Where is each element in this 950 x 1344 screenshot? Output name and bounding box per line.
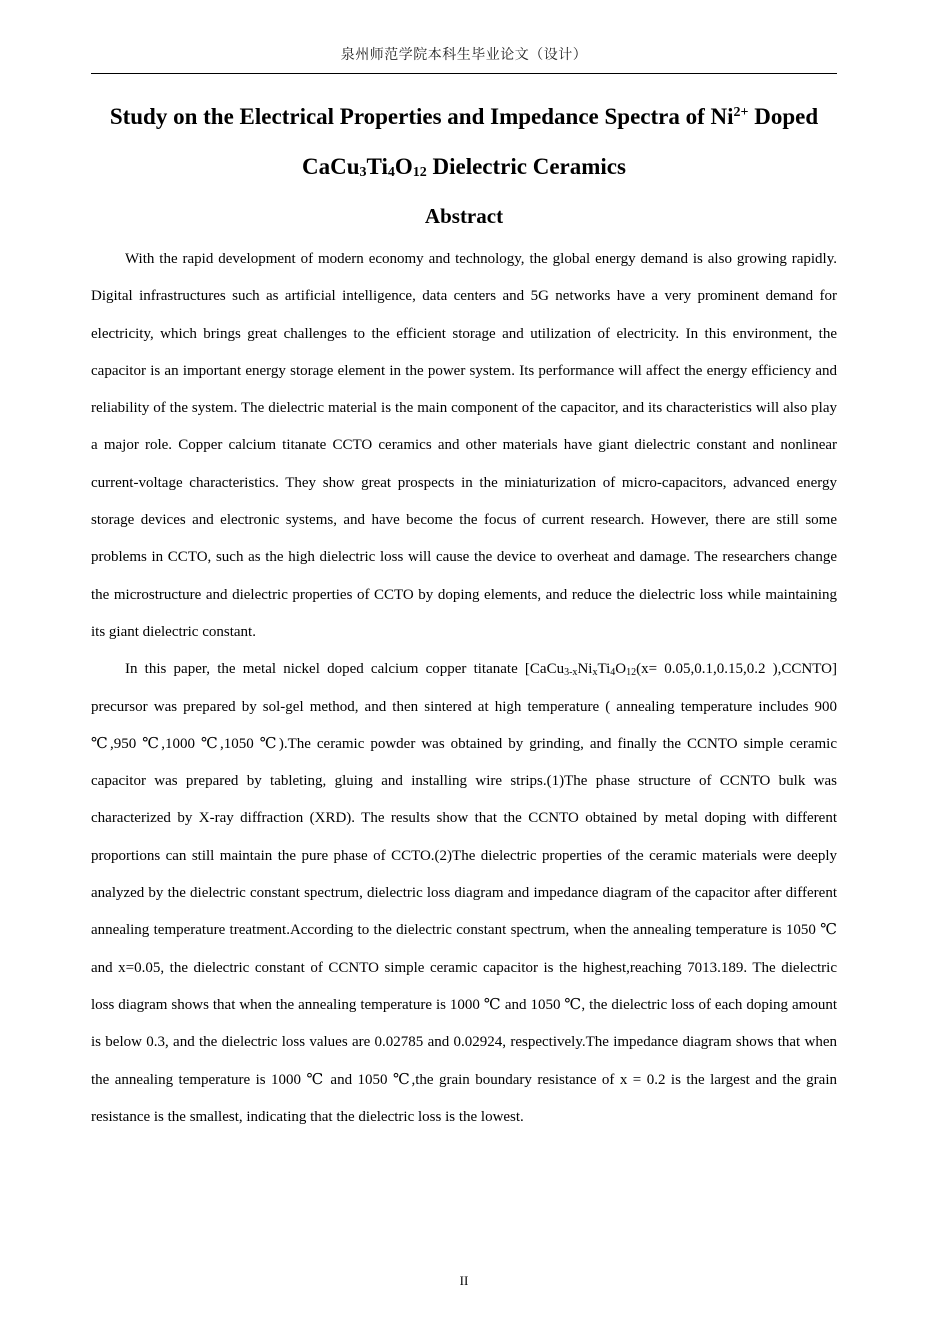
paragraph-2-lead: In this paper, the metal nickel doped calcium copper titanate [	[125, 661, 530, 678]
formula-part: O	[615, 661, 627, 678]
paper-title-line-1	[60, 92, 868, 142]
title-formula-subscript: 4	[387, 165, 395, 180]
paper-title-line-2	[60, 142, 868, 192]
formula-part: CaCu	[529, 661, 565, 678]
title-formula-part: O	[394, 154, 413, 179]
abstract-paragraph-2	[91, 651, 837, 1136]
page-number: II	[459, 1273, 469, 1288]
title-line-1-end: Doped	[748, 104, 819, 129]
running-header: 泉州师范学院本科生毕业论文（设计）	[340, 47, 588, 63]
title-formula-subscript: 3	[359, 165, 367, 180]
abstract-paragraph-1: With the rapid development of modern economy and technology, the global energy demand is also growing rapidly. Digital infrastructures such as artificial intelligence, data centers and 5G networks have a very prominent demand for electricity, which brings great challenges to the efficient storage and utilization of electricity. In this environment, the capacitor is an important energy storage element in the power system. Its performance will affect the energy efficiency and reliability of the system. The dielectric material is the main component of the capacitor, and its characteristics will also play a major role. Copper calcium titanate CCTO ceramics and other materials have giant dielectric constant and nonlinear current-voltage characteristics. They show great prospects in the miniaturization of micro-capacitors, advanced energy storage devices and electronic systems, and have become the focus of current research. However, there are still some problems in CCTO, such as the high dielectric loss will cause the device to overheat and damage. The researchers change the microstructure and dielectric properties of CCTO by doping elements, and reduce the dielectric loss while maintaining its giant dielectric constant.	[91, 251, 837, 640]
formula-subscript: 4	[610, 667, 616, 679]
abstract-heading: Abstract	[424, 204, 504, 228]
formula-subscript: 12	[626, 667, 637, 679]
title-formula-subscript: 12	[412, 165, 427, 180]
paragraph-2-rest: (x= 0.05,0.1,0.15,0.2 ),CCNTO] precursor was prepared by sol-gel method, and then sintered at high temperature ( annealing temperature includes 900 ℃,950 ℃,1000 ℃,1050 ℃).The ceramic powder was obtained by grinding, and finally the CCNTO simple ceramic capacitor was prepared by tableting, gluing and installing wire strips.(1)The phase structure of CCNTO bulk was characterized by X-ray diffraction (XRD). The results show that the CCNTO obtained by metal doping with different proportions can still maintain the pure phase of CCTO.(2)The dielectric properties of the ceramic materials were deeply analyzed by the dielectric constant spectrum, dielectric loss diagram and impedance diagram of the capacitor after different annealing temperature treatment.According to the dielectric constant spectrum, when the annealing temperature is 1050 ℃ and x=0.05, the dielectric constant of CCNTO simple ceramic capacitor is the highest,reaching 7013.189. The dielectric loss diagram shows that when the annealing temperature is 1000 ℃ and 1050 ℃, the dielectric loss of each doping amount is below 0.3, and the dielectric loss values are 0.02785 and 0.02924, respectively.The impedance diagram shows that when the annealing temperature is 1000 ℃ and 1050 ℃,the grain boundary resistance of x = 0.2 is the largest and the grain resistance is the smallest, indicating that the dielectric loss is the lowest.	[91, 661, 837, 1125]
title-formula-part: CaCu	[302, 154, 360, 179]
formula-subscript: x	[592, 667, 598, 679]
title-formula-part: Ti	[366, 154, 388, 179]
formula-subscript: 3-x	[564, 667, 578, 679]
title-superscript: 2+	[733, 105, 749, 120]
header-rule	[91, 73, 837, 74]
title-line-1-text: Study on the Electrical Properties and Impedance Spectra of Ni	[109, 104, 734, 129]
title-line-2-end: Dielectric Ceramics	[426, 154, 626, 179]
formula-part: Ti	[597, 661, 611, 678]
formula-part: Ni	[577, 661, 593, 678]
abstract-body	[91, 241, 837, 1136]
